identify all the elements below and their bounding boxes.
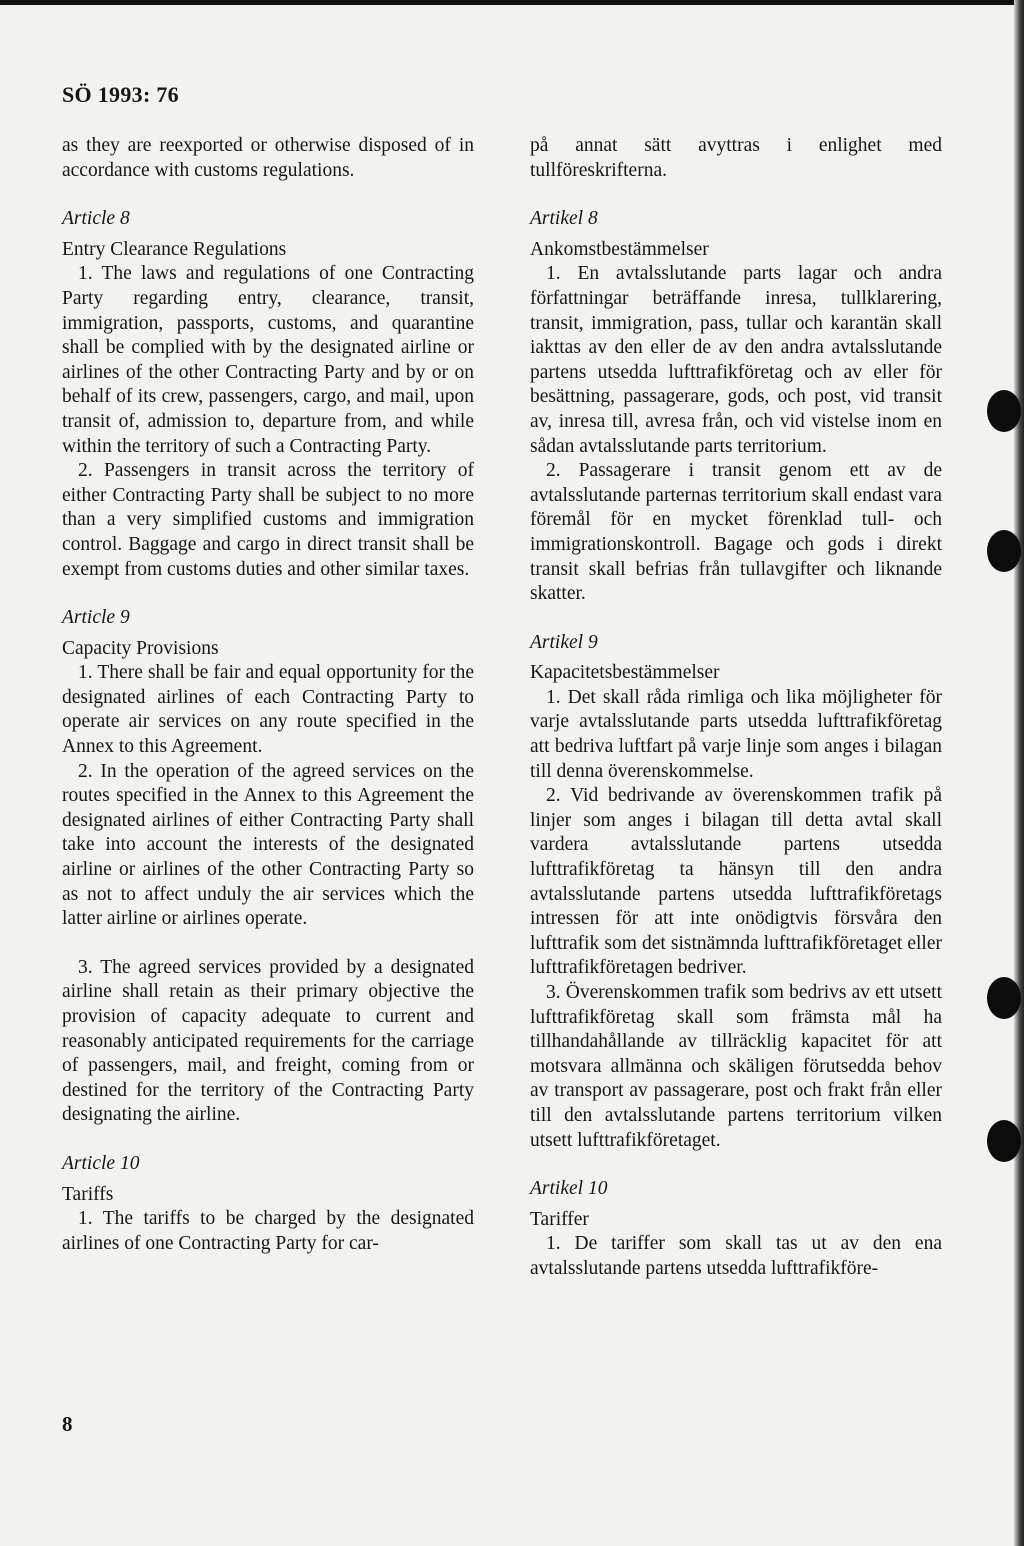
article-label: Artikel 9 bbox=[530, 631, 598, 653]
scan-top-edge bbox=[0, 0, 1024, 5]
paragraph: as they are reexported or otherwise disposed of in accordance with customs regulations. bbox=[62, 135, 474, 181]
paragraph: 1. The laws and regulations of one Contracting Party regarding entry, clearance, transit, immigration, passports, customs, and quarantine shall be complied with by the designated airline or airlines of the other Contracting Party and by or on behalf of its crew, passengers, cargo, and mail, upon transit of, admission to, departure from, and while within the territory of such a Contracting Party. bbox=[62, 263, 474, 457]
paragraph: 2. Passengers in transit across the territory of either Contracting Party shall be subject to no more than a very simplified customs and immigration control. Baggage and cargo in direct transit shall be exempt from customs duties and other similar taxes. bbox=[62, 460, 474, 580]
margin-mark bbox=[987, 390, 1021, 432]
article-title: Entry Clearance Regulations bbox=[62, 238, 287, 260]
paragraph: på annat sätt avyttras i enlighet med tullföreskrifterna. bbox=[530, 135, 942, 181]
article-label: Article 8 bbox=[62, 208, 130, 230]
article-label: Artikel 8 bbox=[530, 208, 598, 230]
article-title: Capacity Provisions bbox=[62, 637, 219, 659]
english-column bbox=[62, 134, 474, 1256]
article-label: Artikel 10 bbox=[530, 1178, 608, 1200]
paragraph: 2. Vid bedrivande av överenskommen trafik på linjer som anges i bilagan till detta avtal skall vardera avtalsslutande partens utsedda lufttrafikföretag ta hänsyn till den andra avtalsslutande partens utsedda lufttrafikföretags intressen för att inte onödigtvis försvåra den lufttrafik som det sistnämnda lufttrafikföretaget eller lufttrafikföretagen bedriver. bbox=[530, 785, 942, 979]
paragraph: 1. There shall be fair and equal opportunity for the designated airlines of each Contracting Party to operate air services on any route specified in the Annex to this Agreement. bbox=[62, 662, 474, 758]
paragraph: 3. Överenskommen trafik som bedrivs av ett utsett lufttrafikföretag skall som främsta mål ha tillhandahållande av tillräcklig kapacitet för att motsvara allmänna och skäligen förutsedda behov av transport av passagerare, post och frakt från eller till den avtalsslutande partens territorium vilken utsett lufttrafikföretaget. bbox=[530, 982, 942, 1151]
page-number: 8 bbox=[62, 1412, 73, 1436]
paragraph: 1. De tariffer som skall tas ut av den ena avtalsslutande partens utsedda lufttrafikföre- bbox=[530, 1233, 942, 1279]
article-title: Tariffs bbox=[62, 1183, 114, 1205]
paragraph: 2. In the operation of the agreed services on the routes specified in the Annex to this Agreement the designated airlines of either Contracting Party shall take into account the interests of the designated airline or airlines of the other Contracting Party so as not to affect unduly the air services which the latter airline or airlines operate. bbox=[62, 760, 474, 930]
article-title: Tariffer bbox=[530, 1208, 589, 1230]
paragraph: 2. Passagerare i transit genom ett av de avtalsslutande parternas territorium skall endast vara föremål för en mycket förenklad tull- och immigrationskontroll. Bagage och gods i direkt transit skall befrias från tullavgifter och liknande skatter. bbox=[530, 460, 942, 605]
page-header: SÖ 1993: 76 bbox=[62, 82, 179, 107]
article-title: Kapacitetsbestämmelser bbox=[530, 662, 720, 684]
paragraph: 3. The agreed services provided by a designated airline shall retain as their primary objective the provision of capacity adequate to current and reasonably anticipated requirements for the carriage of passengers, mail, and freight, coming from or destined for the territory of the Contracting Party designating the airline. bbox=[62, 956, 474, 1126]
paragraph: 1. Det skall råda rimliga och lika möjligheter för varje avtalsslutande parts utsedda lufttrafikföretag att bedriva luftfart på varje linje som anges i bilagan till denna överenskommelse. bbox=[530, 686, 942, 782]
article-label: Article 10 bbox=[62, 1152, 140, 1174]
margin-mark bbox=[987, 530, 1021, 572]
article-label: Article 9 bbox=[62, 607, 130, 629]
paragraph: 1. The tariffs to be charged by the designated airlines of one Contracting Party for car- bbox=[62, 1208, 474, 1254]
paragraph: 1. En avtalsslutande parts lagar och andra författningar beträffande inresa, tullklarering, transit, immigration, pass, tullar och karantän skall iakttas av den eller de av den andra avtalsslutande partens utsedda lufttrafikföretag och av eller för besättning, passagerare, gods, och post, vid transit av, inresa till, avresa från, och vid vistelse inom en sådan avtalsslutande parts territorium. bbox=[530, 263, 942, 457]
margin-mark bbox=[987, 977, 1021, 1019]
margin-mark bbox=[987, 1120, 1021, 1162]
article-title: Ankomstbestämmelser bbox=[530, 238, 709, 260]
scan-right-edge bbox=[1014, 0, 1024, 1546]
swedish-column bbox=[530, 134, 942, 1282]
